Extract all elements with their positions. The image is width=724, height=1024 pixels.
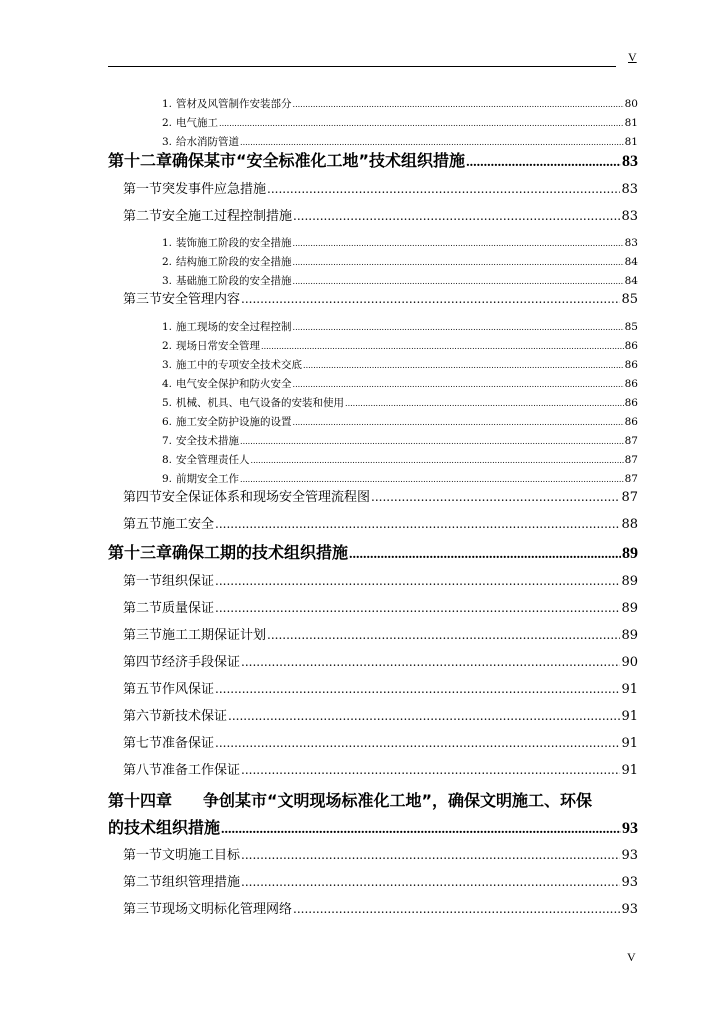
toc-leader bbox=[293, 255, 624, 270]
toc-item-title: 现场日常安全管理 bbox=[176, 340, 261, 352]
toc-item-title: 电气施工 bbox=[176, 117, 219, 129]
toc-item-number: 8. bbox=[162, 454, 173, 466]
toc-leader bbox=[215, 681, 620, 698]
toc-leader bbox=[293, 97, 624, 112]
toc-leader bbox=[293, 236, 624, 251]
toc-leader bbox=[241, 291, 620, 308]
toc-leader bbox=[241, 847, 620, 864]
toc-chapter-12[interactable] bbox=[108, 151, 638, 173]
toc-section[interactable] bbox=[123, 489, 638, 506]
toc-leader bbox=[215, 600, 620, 617]
toc-leader bbox=[241, 874, 620, 891]
toc-chapter-14-line1[interactable] bbox=[108, 791, 592, 811]
toc-section-title: 准备工作保证 bbox=[162, 763, 241, 778]
toc-item-title: 机械、机具、电气设备的安装和使用 bbox=[176, 397, 345, 409]
toc-leader bbox=[261, 339, 624, 354]
toc-leader bbox=[466, 151, 621, 173]
toc-section-label: 第一节 bbox=[123, 848, 163, 863]
toc-section-title: 安全管理内容 bbox=[162, 292, 241, 307]
footer-page-roman: V bbox=[627, 950, 636, 964]
toc-section-title: 安全保证体系和现场安全管理流程图 bbox=[162, 490, 371, 505]
toc-item-page: 81 bbox=[624, 117, 638, 129]
toc-section[interactable] bbox=[123, 847, 638, 864]
toc-item-title: 施工现场的安全过程控制 bbox=[176, 321, 292, 333]
toc-item-page: 86 bbox=[624, 378, 638, 390]
toc-section-page: 90 bbox=[621, 655, 638, 670]
toc-section-page: 83 bbox=[621, 182, 638, 197]
header-rule bbox=[108, 66, 616, 67]
toc-section[interactable] bbox=[123, 516, 638, 533]
toc-leader bbox=[215, 573, 620, 590]
toc-chapter-title: 确保某市“安全标准化工地”技术组织措施 bbox=[172, 151, 466, 170]
toc-item-title: 基础施工阶段的安全措施 bbox=[176, 275, 292, 287]
toc-item[interactable] bbox=[162, 415, 638, 430]
toc-item-title: 给水消防管道 bbox=[176, 136, 240, 148]
toc-item-page: 83 bbox=[624, 237, 638, 249]
toc-item-page: 87 bbox=[624, 435, 638, 447]
toc-section-title: 突发事件应急措施 bbox=[162, 182, 267, 197]
toc-section-title: 新技术保证 bbox=[162, 709, 228, 724]
toc-leader bbox=[293, 377, 624, 392]
toc-item-number: 2. bbox=[162, 256, 173, 268]
toc-section-label: 第三节 bbox=[123, 292, 163, 307]
toc-section-label: 第三节 bbox=[123, 628, 163, 643]
toc-section-title: 安全施工过程控制措施 bbox=[162, 209, 293, 224]
header-page-roman: V bbox=[628, 50, 637, 64]
toc-section-title: 现场文明标化管理网络 bbox=[162, 902, 293, 917]
toc-item-title: 施工安全防护设施的设置 bbox=[176, 416, 292, 428]
toc-item-page: 87 bbox=[624, 473, 638, 485]
toc-item-number: 9. bbox=[162, 473, 173, 485]
toc-section[interactable] bbox=[123, 208, 638, 225]
toc-leader bbox=[293, 901, 620, 918]
toc-section[interactable] bbox=[123, 573, 638, 590]
toc-item-title: 安全技术措施 bbox=[176, 435, 240, 447]
toc-section-title: 施工安全 bbox=[162, 517, 215, 532]
toc-item-number: 3. bbox=[162, 359, 173, 371]
toc-item-title: 前期安全工作 bbox=[176, 473, 240, 485]
toc-section[interactable] bbox=[123, 735, 638, 752]
toc-section-label: 第二节 bbox=[123, 875, 163, 890]
toc-section[interactable] bbox=[123, 291, 638, 308]
toc-section-label: 第八节 bbox=[123, 763, 163, 778]
toc-item-page: 81 bbox=[624, 136, 638, 148]
toc-item-number: 3. bbox=[162, 136, 173, 148]
toc-item[interactable] bbox=[162, 97, 638, 112]
toc-section-page: 88 bbox=[621, 517, 638, 532]
toc-leader bbox=[267, 627, 620, 644]
toc-chapter-label: 第十四章 bbox=[108, 791, 173, 810]
toc-item[interactable] bbox=[162, 377, 638, 392]
toc-item-number: 1. bbox=[162, 237, 173, 249]
toc-section-page: 91 bbox=[621, 763, 638, 778]
toc-item-page: 84 bbox=[624, 256, 638, 268]
toc-item-page: 84 bbox=[624, 275, 638, 287]
toc-section-label: 第二节 bbox=[123, 601, 163, 616]
toc-section-page: 91 bbox=[621, 709, 638, 724]
toc-item-title: 安全管理责任人 bbox=[176, 454, 250, 466]
toc-chapter-13[interactable] bbox=[108, 543, 638, 565]
toc-item-number: 1. bbox=[162, 98, 173, 110]
toc-section-label: 第一节 bbox=[123, 574, 163, 589]
toc-chapter-14-line2[interactable] bbox=[108, 818, 638, 840]
toc-leader bbox=[251, 453, 624, 468]
toc-section-title: 施工工期保证计划 bbox=[162, 628, 267, 643]
toc-leader bbox=[221, 818, 621, 840]
toc-item-number: 6. bbox=[162, 416, 173, 428]
toc-leader bbox=[293, 415, 624, 430]
toc-section-page: 85 bbox=[621, 292, 638, 307]
toc-item[interactable] bbox=[162, 453, 638, 468]
toc-section[interactable] bbox=[123, 600, 638, 617]
toc-item[interactable] bbox=[162, 339, 638, 354]
toc-section-label: 第三节 bbox=[123, 902, 163, 917]
toc-item-page: 86 bbox=[624, 340, 638, 352]
toc-leader bbox=[228, 708, 620, 725]
toc-section[interactable] bbox=[123, 627, 638, 644]
toc-section-page: 93 bbox=[621, 848, 638, 863]
toc-item-page: 86 bbox=[624, 359, 638, 371]
toc-section-label: 第四节 bbox=[123, 490, 163, 505]
toc-item[interactable] bbox=[162, 320, 638, 335]
toc-leader bbox=[240, 434, 624, 449]
toc-item-number: 3. bbox=[162, 275, 173, 287]
toc-leader bbox=[240, 135, 624, 150]
toc-item-page: 86 bbox=[624, 397, 638, 409]
toc-section-label: 第七节 bbox=[123, 736, 163, 751]
toc-item-title: 装饰施工阶段的安全措施 bbox=[176, 237, 292, 249]
toc-item-title: 管材及风管制作安装部分 bbox=[176, 98, 292, 110]
toc-section-page: 89 bbox=[621, 574, 638, 589]
toc-section-title: 作风保证 bbox=[162, 682, 215, 697]
toc-leader bbox=[303, 358, 624, 373]
toc-section-title: 组织管理措施 bbox=[162, 875, 241, 890]
toc-leader bbox=[241, 762, 620, 779]
toc-leader bbox=[215, 516, 620, 533]
toc-item[interactable] bbox=[162, 236, 638, 251]
toc-section-page: 89 bbox=[621, 601, 638, 616]
toc-item-number: 2. bbox=[162, 340, 173, 352]
toc-section-page: 91 bbox=[621, 682, 638, 697]
toc-item[interactable] bbox=[162, 274, 638, 289]
toc-item-title: 电气安全保护和防火安全 bbox=[176, 378, 292, 390]
toc-section-page: 89 bbox=[621, 628, 638, 643]
toc-section-label: 第四节 bbox=[123, 655, 163, 670]
toc-item-number: 2. bbox=[162, 117, 173, 129]
toc-section-title: 组织保证 bbox=[162, 574, 215, 589]
toc-section-title: 文明施工目标 bbox=[162, 848, 241, 863]
toc-section[interactable] bbox=[123, 681, 638, 698]
toc-item[interactable] bbox=[162, 116, 638, 131]
toc-item[interactable] bbox=[162, 135, 638, 150]
toc-item-number: 4. bbox=[162, 378, 173, 390]
toc-item[interactable] bbox=[162, 255, 638, 270]
toc-leader bbox=[241, 654, 620, 671]
toc-section-label: 第五节 bbox=[123, 682, 163, 697]
toc-leader bbox=[215, 735, 620, 752]
toc-chapter-title-line2: 的技术组织措施 bbox=[108, 818, 221, 837]
toc-item-number: 1. bbox=[162, 321, 173, 333]
toc-item[interactable] bbox=[162, 472, 638, 487]
toc-leader bbox=[293, 208, 620, 225]
toc-leader bbox=[267, 181, 620, 198]
toc-section-page: 87 bbox=[621, 490, 638, 505]
toc-leader bbox=[293, 320, 624, 335]
toc-section-page: 93 bbox=[621, 875, 638, 890]
toc-chapter-title: 确保工期的技术组织措施 bbox=[172, 543, 349, 562]
toc-section-title: 经济手段保证 bbox=[162, 655, 241, 670]
toc-leader bbox=[349, 543, 621, 565]
toc-chapter-page: 89 bbox=[622, 545, 638, 562]
toc-item-number: 7. bbox=[162, 435, 173, 447]
toc-item[interactable] bbox=[162, 434, 638, 449]
toc-item-page: 80 bbox=[624, 98, 638, 110]
toc-section-page: 83 bbox=[621, 209, 638, 224]
toc-section[interactable] bbox=[123, 654, 638, 671]
toc-leader bbox=[293, 274, 624, 289]
toc-item-number: 5. bbox=[162, 397, 173, 409]
toc-leader bbox=[345, 396, 624, 411]
toc-section[interactable] bbox=[123, 874, 638, 891]
toc-chapter-title-line1: 争创某市“文明现场标准化工地”，确保文明施工、环保 bbox=[203, 791, 593, 810]
toc-leader bbox=[240, 472, 624, 487]
toc-section[interactable] bbox=[123, 901, 638, 918]
toc-item-title: 结构施工阶段的安全措施 bbox=[176, 256, 292, 268]
toc-section-label: 第二节 bbox=[123, 209, 163, 224]
toc-item-page: 85 bbox=[624, 321, 638, 333]
toc-chapter-label: 第十二章 bbox=[108, 151, 173, 170]
toc-chapter-page: 83 bbox=[622, 153, 638, 170]
toc-section-label: 第五节 bbox=[123, 517, 163, 532]
toc-item[interactable] bbox=[162, 396, 638, 411]
toc-item-page: 86 bbox=[624, 416, 638, 428]
toc-item[interactable] bbox=[162, 358, 638, 373]
toc-chapter-label: 第十三章 bbox=[108, 543, 173, 562]
toc-leader bbox=[371, 489, 620, 506]
toc-section-label: 第一节 bbox=[123, 182, 163, 197]
toc-chapter-page: 93 bbox=[622, 820, 638, 837]
toc-section-page: 93 bbox=[621, 902, 638, 917]
toc-section-title: 准备保证 bbox=[162, 736, 215, 751]
toc-section[interactable] bbox=[123, 181, 638, 198]
toc-item-page: 87 bbox=[624, 454, 638, 466]
toc-section-page: 91 bbox=[621, 736, 638, 751]
toc-leader bbox=[219, 116, 624, 131]
toc-section[interactable] bbox=[123, 762, 638, 779]
toc-item-title: 施工中的专项安全技术交底 bbox=[176, 359, 303, 371]
toc-section-title: 质量保证 bbox=[162, 601, 215, 616]
toc-section-label: 第六节 bbox=[123, 709, 163, 724]
toc-section[interactable] bbox=[123, 708, 638, 725]
